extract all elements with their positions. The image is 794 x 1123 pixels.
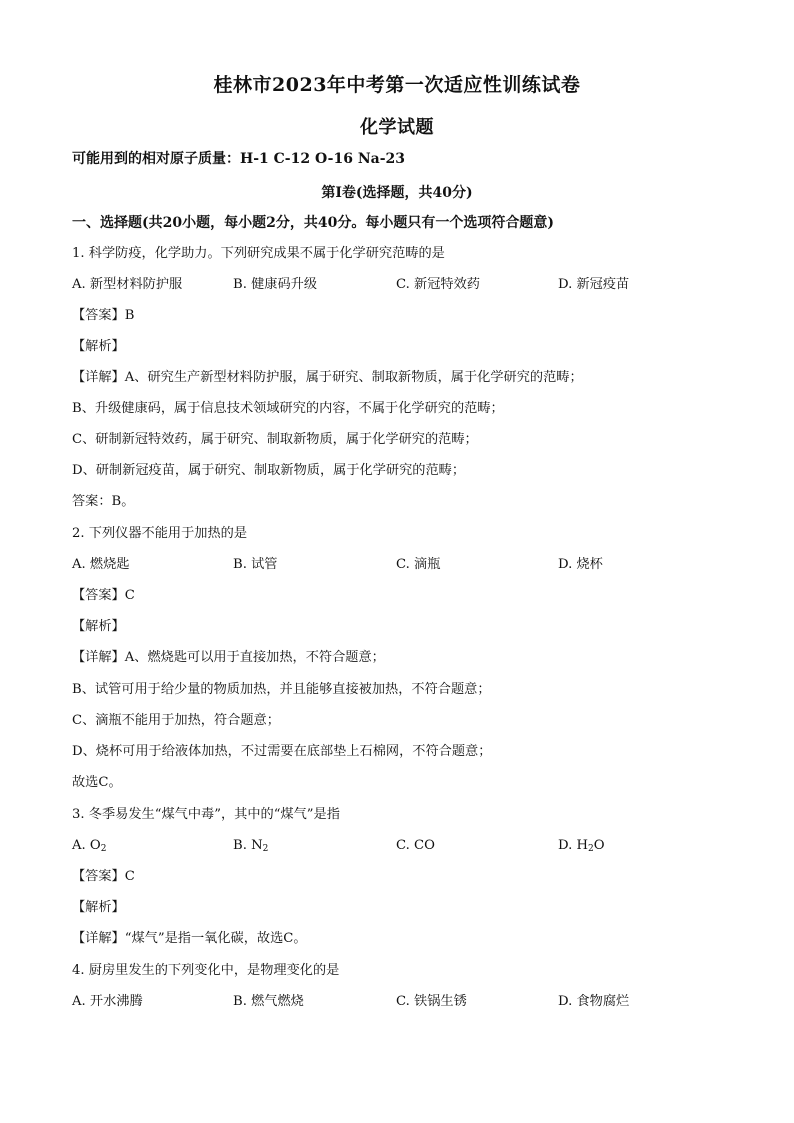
- option-c: C. 铁锅生锈: [396, 994, 467, 1009]
- question-stem: 2. 下列仪器不能用于加热的是: [72, 526, 248, 541]
- section-heading: 第Ⅰ卷(选择题，共40分): [321, 185, 473, 201]
- question-stem: 1. 科学防疫，化学助力。下列研究成果不属于化学研究范畴的是: [72, 246, 445, 261]
- detail-line: D、研制新冠疫苗，属于研究、制取新物质，属于化学研究的范畴；: [72, 463, 466, 478]
- exam-title: 桂林市2023年中考第一次适应性训练试卷: [213, 74, 581, 96]
- detail-line: B、升级健康码，属于信息技术领域研究的内容，不属于化学研究的范畴；: [72, 401, 504, 416]
- option-b: B. 健康码升级: [233, 277, 318, 292]
- option-c: C. CO: [396, 838, 435, 853]
- option-c: C. 新冠特效药: [396, 277, 480, 292]
- option-b: B. 试管: [233, 557, 278, 572]
- option-b: B. $N_2$: [233, 838, 269, 854]
- detail-line: 【详解】A、研究生产新型材料防护服，属于研究、制取新物质，属于化学研究的范畴；: [72, 370, 583, 385]
- detail-line: D、烧杯可用于给液体加热，不过需要在底部垫上石棉网，不符合题意；: [72, 744, 492, 759]
- option-a: A. 燃烧匙: [72, 557, 130, 572]
- option-d: D. 新冠疫苗: [558, 277, 630, 292]
- option-a: A. $O_2$: [72, 838, 107, 854]
- atomic-masses: 可能用到的相对原子质量：H-1 C-12 O-16 Na-23: [72, 151, 405, 167]
- option-c: C. 滴瓶: [396, 557, 441, 572]
- analysis-label: 【解析】: [72, 339, 125, 354]
- option-a: A. 开水沸腾: [72, 994, 143, 1009]
- detail-line: B、试管可用于给少量的物质加热，并且能够直接被加热，不符合题意；: [72, 682, 491, 697]
- option-d: D. $H_2O$: [558, 838, 605, 854]
- option-d: D. 烧杯: [558, 557, 603, 572]
- exam-subtitle: 化学试题: [360, 117, 434, 138]
- option-a: A. 新型材料防护服: [72, 277, 183, 292]
- answer-label: 【答案】B: [72, 308, 135, 323]
- option-d: D. 食物腐烂: [558, 994, 630, 1009]
- answer-label: 【答案】C: [72, 869, 135, 884]
- question-stem: 3. 冬季易发生“煤气中毒”，其中的“煤气”是指: [72, 807, 340, 822]
- detail-line: C、滴瓶不能用于加热，符合题意；: [72, 713, 280, 728]
- analysis-label: 【解析】: [72, 619, 125, 634]
- detail-line: 故选C。: [72, 775, 122, 790]
- detail-line: 【详解】“煤气”是指一氧化碳，故选C。: [72, 931, 307, 946]
- detail-line: C、研制新冠特效药，属于研究、制取新物质，属于化学研究的范畴；: [72, 432, 478, 447]
- part-heading: 一、选择题(共20小题，每小题2分，共40分。每小题只有一个选项符合题意): [72, 215, 554, 231]
- detail-line: 答案：B。: [72, 494, 135, 509]
- analysis-label: 【解析】: [72, 900, 125, 915]
- question-stem: 4. 厨房里发生的下列变化中，是物理变化的是: [72, 963, 340, 978]
- option-b: B. 燃气燃烧: [233, 994, 304, 1009]
- answer-label: 【答案】C: [72, 588, 135, 603]
- detail-line: 【详解】A、燃烧匙可以用于直接加热，不符合题意；: [72, 650, 385, 665]
